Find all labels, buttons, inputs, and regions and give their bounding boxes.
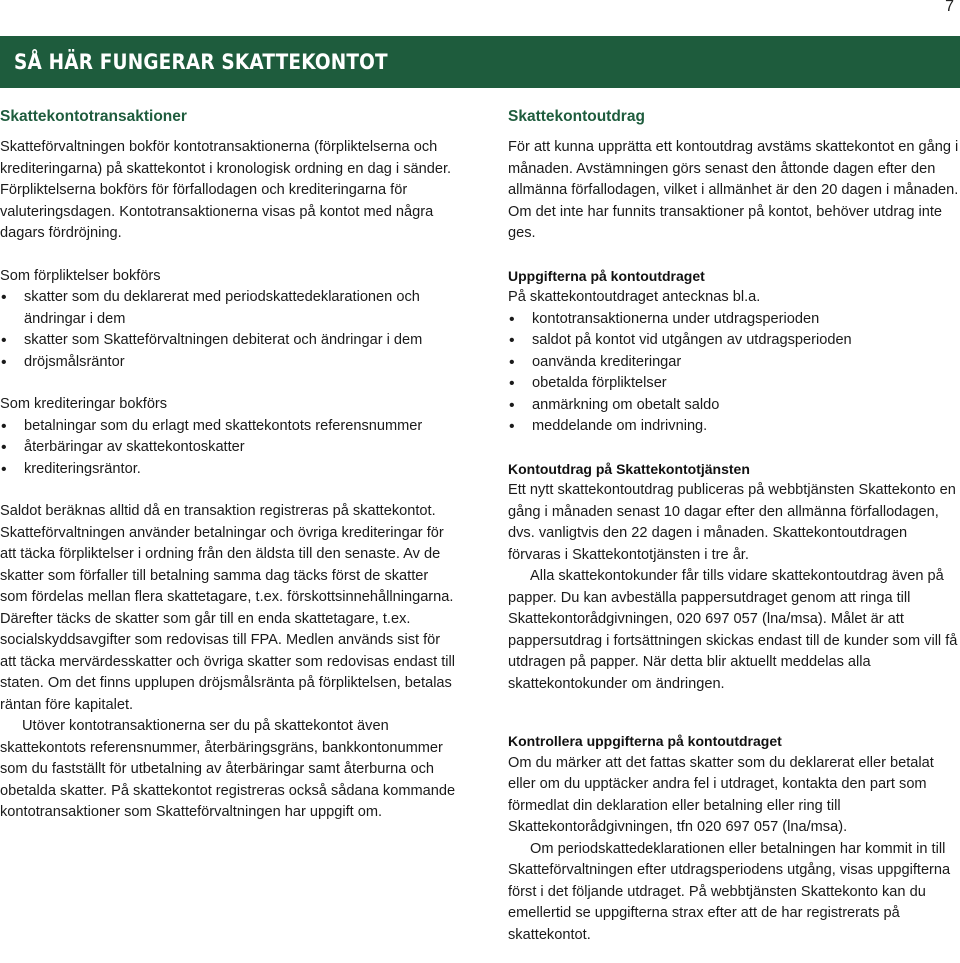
details-lead: På skattekontoutdraget antecknas bl.a.	[508, 289, 761, 305]
payments-paragraph: Skatteförvaltningen använder betalningar och övriga krediteringar för att täcka förpliktelser i ordning från den äldsta till den senaste. Av de skatter som förfaller till betalning samma dag täcks först de skatter som fördelas mellan flera skattetagare, t.ex. förskottsinnehållningarna. Därefter täcks de skatter som går till en enda skattetagare, t.ex. socialskyddsavgifter som redovisas till FPA. Medlen används sist för att täcka mervärdesskatter och övriga skatter som redovisas endast till staten. Om det finns upplupen dröjsmålsränta på förpliktelsen, betalas räntan före kapitalet.	[0, 524, 456, 713]
list-item: • obetalda förpliktelser	[508, 373, 960, 395]
heading-details: Uppgifterna på kontoutdraget	[508, 267, 705, 284]
credits-list	[0, 416, 456, 481]
transactions-intro: Skatteförvaltningen bokför kontotransaktionerna (förpliktelserna och krediteringarna) på skattekontot i kronologisk ordning en dag i sänder. Förpliktelserna bokförs för förfallodagen och krediteringarna för valuteringsdagen. Kontotransaktionerna visas på kontot med några dagars fördröjning.	[0, 139, 452, 241]
banner-title: SÅ HÄR FUNGERAR SKATTEKONTOT	[14, 50, 388, 74]
paper-paragraph: Alla skattekontokunder får tills vidare skattekontoutdrag även på papper. Du kan avbeställa pappersutdraget genom att ringa till Skattekontorådgivningen, 020 697 057 (lna/msa). Målet är att pappersutdrag i fortsättningen skickas endast till de kunder som vill få utdragen på papper. När detta blir aktuellt meddelas alla skattekontokunder om ändringen.	[508, 568, 958, 692]
section-banner	[0, 36, 960, 88]
heading-statement: Skattekontoutdrag	[508, 108, 645, 125]
right-column	[508, 106, 960, 946]
list-item: • dröjsmålsräntor	[0, 352, 456, 374]
obligations-lead: Som förpliktelser bokförs	[0, 267, 161, 284]
page-number: 7	[945, 0, 954, 15]
check-paragraph: Om du märker att det fattas skatter som du deklarerat eller betalat eller om du upptäcker andra fel i utdraget, kontakta den part som förmedlat din deklaration eller betalning eller ring till Skattekontorådgivningen, tfn 020 697 057 (lna/msa).	[508, 754, 934, 835]
other-info-paragraph: Utöver kontotransaktionerna ser du på skattekontot även skattekontots referensnummer, återbäringsgräns, bankkontonummer som du fastställt för utbetalning av återbäringar samt återburna och obetalda skatter. På skattekontot registreras också sådana kommande kontotransaktioner som Skatteförvaltningen har uppgift om.	[0, 718, 456, 820]
online-paragraph: Ett nytt skattekontoutdrag publiceras på webbtjänsten Skattekonto en gång i månaden senast 10 dagar efter den allmänna förfallodagen, dvs. vanligtvis den 22 dagen i månaden. Skattekontoutdragen förvaras i Skattekontotjänsten i tre år.	[508, 482, 956, 563]
list-item: • krediteringsräntor.	[0, 459, 456, 481]
list-item: • oanvända krediteringar	[508, 352, 960, 374]
list-item: • saldot på kontot vid utgången av utdragsperioden	[508, 330, 960, 352]
credits-lead: Som krediteringar bokförs	[0, 396, 168, 412]
details-list	[508, 309, 960, 438]
list-item: • återbäringar av skattekontoskatter	[0, 437, 456, 459]
list-item: • kontotransaktionerna under utdragsperioden	[508, 309, 960, 331]
list-item: • betalningar som du erlagt med skattekontots referensnummer	[0, 416, 456, 438]
statement-intro: För att kunna upprätta ett kontoutdrag avstäms skattekontot en gång i månaden. Avstämningen görs senast den åttonde dagen efter den allmänna förfallodagen, vilket i allmänhet är den 20 dagen i månaden. Om det inte har funnits transaktioner på kontot, behöver utdrag inte ges.	[508, 139, 959, 241]
period-paragraph: Om periodskattedeklarationen eller betalningen har kommit in till Skatteförvaltningen efter utdragsperiodens utgång, visas uppgifterna först i det följande utdraget. På webbtjänsten Skattekonto kan du emellertid se uppgifterna strax efter att de har registrerats på skattekontot.	[508, 840, 951, 943]
list-item: • anmärkning om obetalt saldo	[508, 395, 960, 417]
saldo-paragraph: Saldot beräknas alltid då en transaktion registreras på skattekontot.	[0, 503, 436, 519]
list-item: • skatter som Skatteförvaltningen debiterat och ändringar i dem	[0, 330, 456, 352]
left-column	[0, 106, 456, 824]
obligations-list	[0, 287, 456, 373]
heading-online: Kontoutdrag på Skattekontotjänsten	[508, 460, 750, 477]
list-item: • skatter som du deklarerat med periodskattedeklarationen och ändringar i dem	[0, 287, 456, 330]
heading-transactions: Skattekontotransaktioner	[0, 108, 187, 125]
heading-check: Kontrollera uppgifterna på kontoutdraget	[508, 733, 782, 749]
list-item: • meddelande om indrivning.	[508, 416, 960, 438]
